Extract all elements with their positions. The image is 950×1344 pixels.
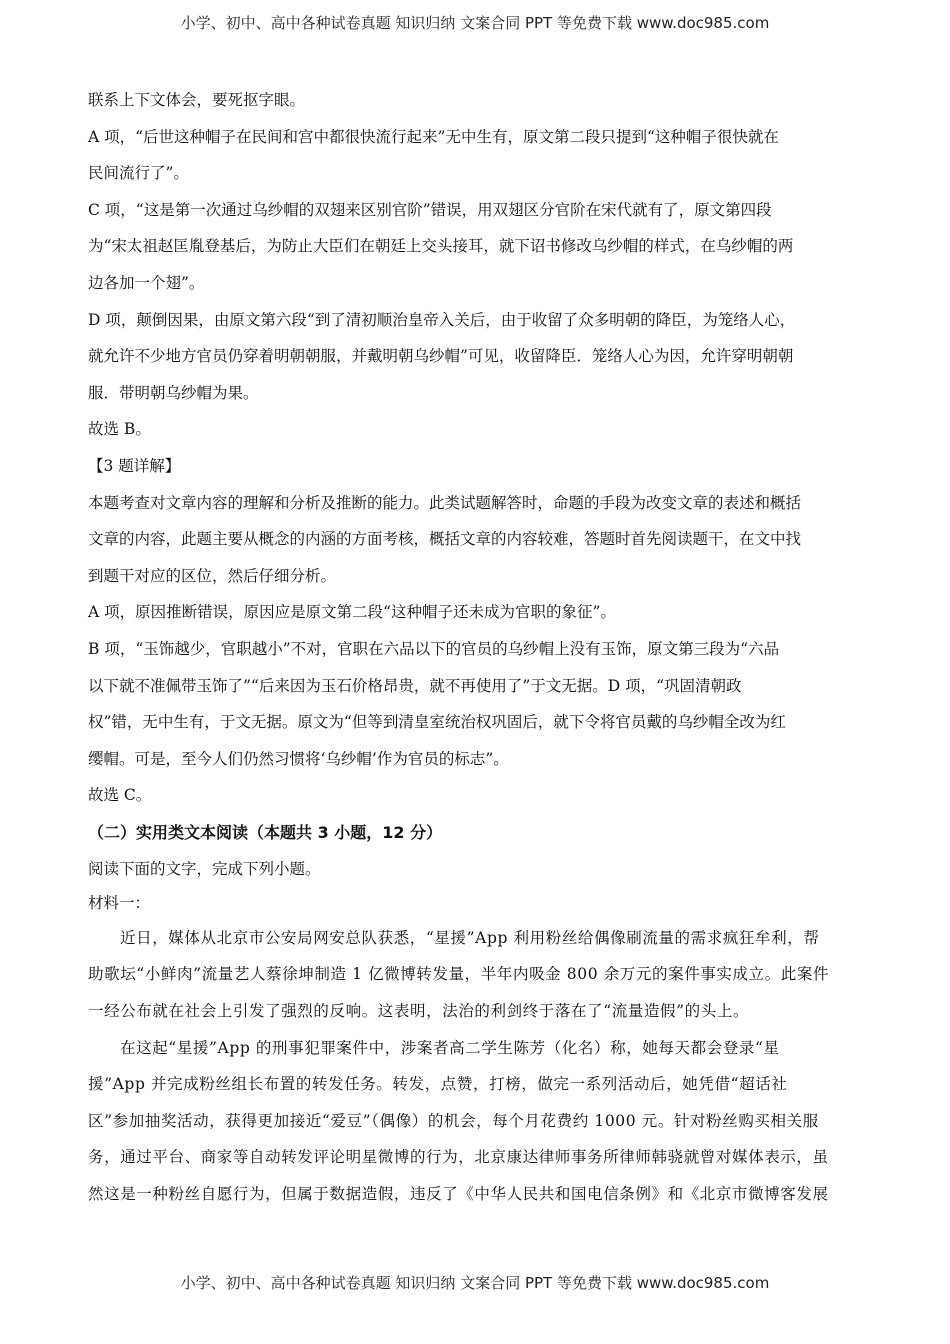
page-footer: 小学、初中、高中各种试卷真题 知识归纳 文案合同 PPT 等免费下载 www.doc985.com [180, 1274, 770, 1292]
text-line: 到题干对应的区位，然后仔细分析。 [88, 566, 337, 585]
text-line: 缨帽。可是，至今人们仍然习惯将‘乌纱帽’作为官员的标志”。 [88, 749, 509, 768]
article-line: 区”参加抽奖活动，获得更加接近“爱豆”（偶像）的机会，每个月花费约 1000 元。针对粉丝购买相关服 [88, 1111, 819, 1130]
text-line: D 项，颠倒因果，由原文第六段“到了清初顺治皇帝入关后，由于收留了众多明朝的降臣，为笼络人心， [88, 310, 796, 329]
text-line: A 项，“后世这种帽子在民间和宫中都很快流行起来”无中生有，原文第二段只提到“这种帽子很快就在 [88, 127, 779, 146]
article-line: 一经公布就在社会上引发了强烈的反响。这表明，法治的利剑终于落在了“流量造假”的头上。 [88, 1002, 750, 1021]
article-line: 在这起“星援”App 的刑事犯罪案件中，涉案者高二学生陈芳（化名）称，她每天都会登录“星 [120, 1038, 780, 1057]
text-line: 就允许不少地方官员仍穿着明朝朝服，并戴明朝乌纱帽”可见，收留降臣．笼络人心为因，允许穿明朝朝 [88, 347, 794, 366]
section-heading: （二）实用类文本阅读（本题共 3 小题，12 分） [88, 822, 443, 842]
text-line: 边各加一个翅”。 [88, 273, 205, 292]
text-line: 为“宋太祖赵匡胤登基后，为防止大臣们在朝廷上交头接耳，就下诏书修改乌纱帽的样式，在乌纱帽的两 [88, 237, 794, 256]
text-line: 故选 B。 [88, 420, 151, 439]
text-line: A 项，原因推断错误，原因应是原文第二段“这种帽子还未成为官职的象征”。 [88, 603, 616, 622]
text-line: 本题考查对文章内容的理解和分析及推断的能力。此类试题解答时，命题的手段为改变文章的表述和概括 [88, 493, 802, 512]
article-line: 近日，媒体从北京市公安局网安总队获悉，“星援”App 利用粉丝给偶像刷流量的需求疯狂牟利，帮 [120, 928, 820, 947]
text-line: B 项，“玉饰越少，官职越小”不对，官职在六品以下的官员的乌纱帽上没有玉饰，原文第三段为“六品 [88, 639, 780, 658]
text-line: 故选 C。 [88, 786, 152, 805]
material-label: 材料一： [88, 893, 151, 912]
text-line: C 项，“这是第一次通过乌纱帽的双翅来区别官阶”错误，用双翅区分官阶在宋代就有了，原文第四段 [88, 200, 772, 219]
instruction-text: 阅读下面的文字，完成下列小题。 [88, 859, 321, 878]
article-line: 务，通过平台、商家等自动转发评论明星微博的行为，北京康达律师事务所律师韩骁就曾对媒体表示，虽 [88, 1148, 829, 1167]
document-body [88, 82, 868, 1213]
text-line: 以下就不准佩带玉饰了”“后来因为玉石价格昂贵，就不再使用了”于文无据。D 项，“巩固清朝政 [88, 676, 742, 695]
text-line: 文章的内容，此题主要从概念的内涵的方面考核，概括文章的内容较难，答题时首先阅读题干，在文中找 [88, 530, 802, 549]
article-line: 助歌坛“小鲜肉”流量艺人蔡徐坤制造 1 亿微博转发量，半年内吸金 800 余万元的案件事实成立。此案件 [88, 965, 830, 984]
text-line: 民间流行了”。 [88, 164, 189, 183]
page-header: 小学、初中、高中各种试卷真题 知识归纳 文案合同 PPT 等免费下载 www.doc985.com [180, 14, 770, 32]
article-line: 援”App 并完成粉丝组长布置的转发任务。转发，点赞，打榜，做完一系列活动后，她凭借“超话社 [88, 1075, 788, 1094]
text-line: 权”错，无中生有，于文无据。原文为“但等到清皇室统治权巩固后，就下令将官员戴的乌纱帽全改为红 [88, 713, 786, 732]
text-line: 联系上下文体会，要死抠字眼。 [88, 91, 306, 109]
text-line: 【3 题详解】 [88, 456, 181, 475]
article-line: 然这是一种粉丝自愿行为，但属于数据造假，违反了《中华人民共和国电信条例》和《北京市微博客发展 [88, 1185, 829, 1204]
text-line: 服．带明朝乌纱帽为果。 [88, 383, 259, 402]
